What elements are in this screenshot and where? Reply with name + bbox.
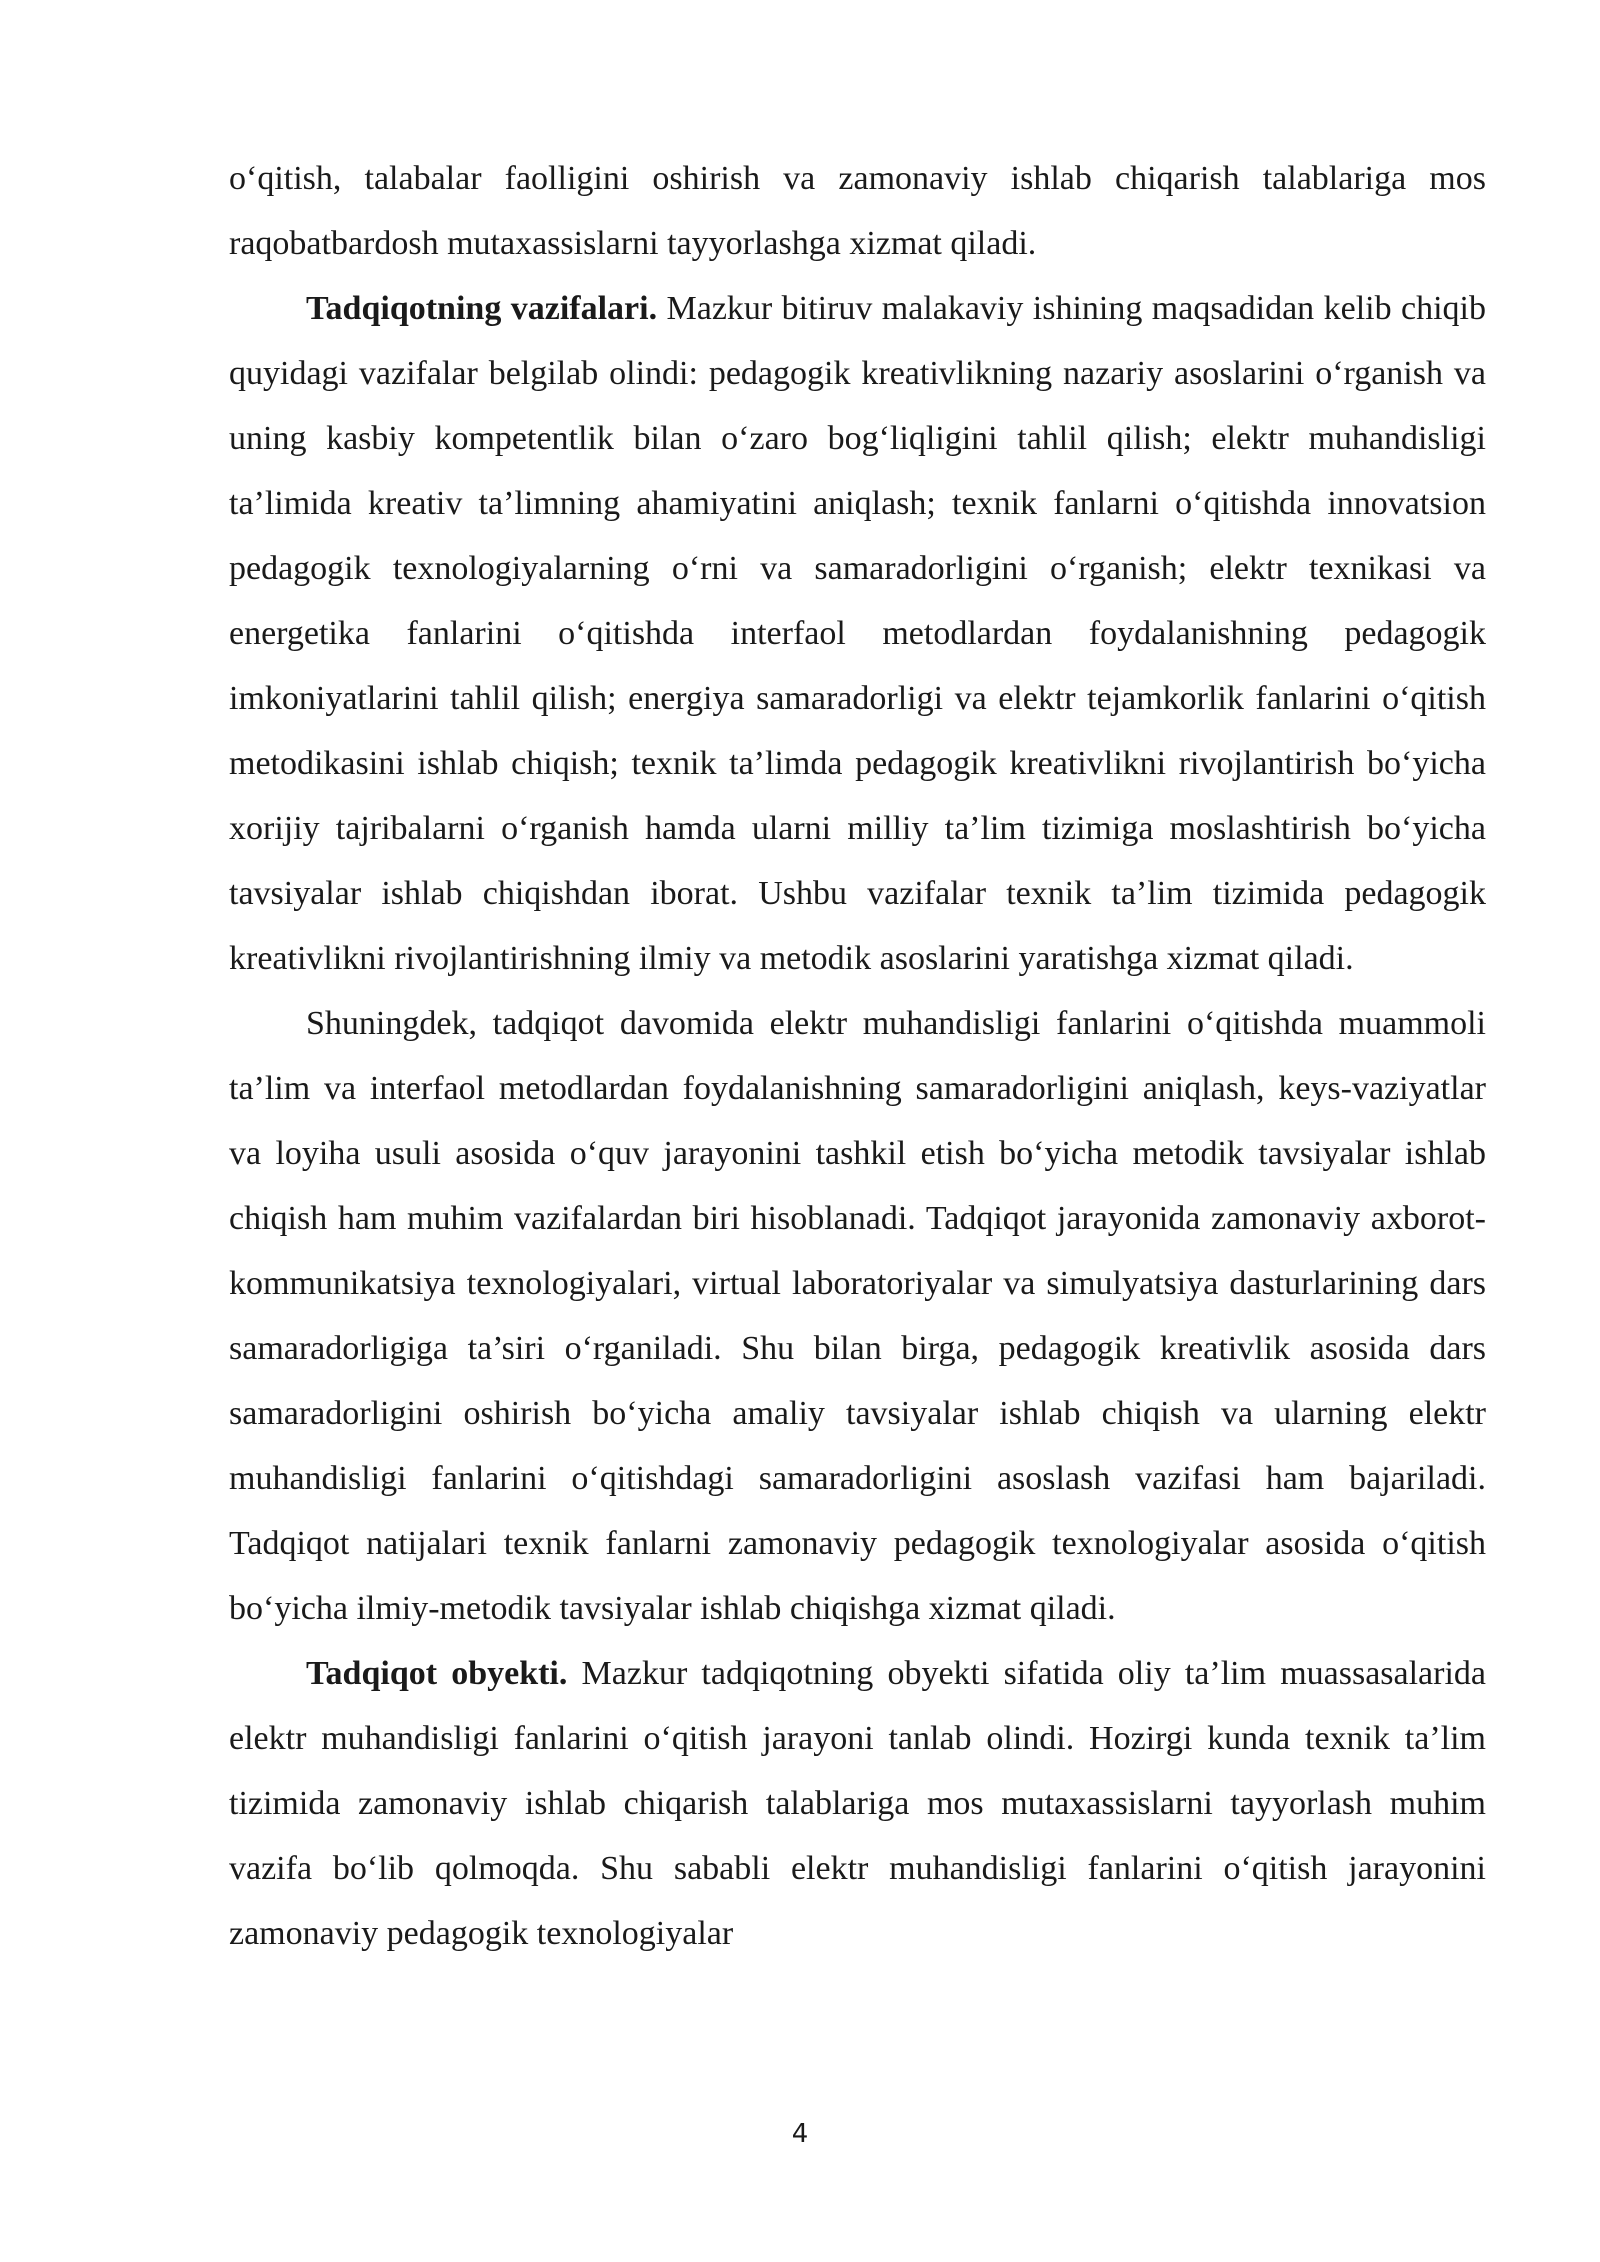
paragraph-text: Mazkur tadqiqotning obyekti sifatida oliy ta’lim muassasalarida elektr muhandisligi fanlarini o‘qitish jarayoni tanlab olindi. Hozirgi kunda texnik ta’lim tizimida zamonaviy ishlab chiqarish talablariga mos mutaxassislarni tayyorlash muhim vazifa bo‘lib qolmoqda. Shu sababli elektr muhandisligi fanlarini o‘qitish jarayonini zamonaviy pedagogik texnologiyalar: [229, 1655, 1486, 1952]
paragraph-continuation: [229, 146, 1486, 276]
paragraph-text: o‘qitish, talabalar faolligini oshirish va zamonaviy ishlab chiqarish talablariga mos raqobatbardosh mutaxassislarni tayyorlashga xizmat qiladi.: [229, 160, 1486, 262]
document-page: [229, 146, 1486, 1966]
paragraph-additional-tasks: [229, 991, 1486, 1641]
paragraph-text: Mazkur bitiruv malakaviy ishining maqsadidan kelib chiqib quyidagi vazifalar belgilab olindi: pedagogik kreativlikning nazariy asoslarini o‘rganish va uning kasbiy kompetentlik bilan o‘zaro bog‘liqligini tahlil qilish; elektr muhandisligi ta’limida kreativ ta’limning ahamiyatini aniqlash; texnik fanlarni o‘qitishda innovatsion pedagogik texnologiyalarning o‘rni va samaradorligini o‘rganish; elektr texnikasi va energetika fanlarini o‘qitishda interfaol metodlardan foydalanishning pedagogik imkoniyatlarini tahlil qilish; energiya samaradorligi va elektr tejamkorlik fanlarini o‘qitish metodikasini ishlab chiqish; texnik ta’limda pedagogik kreativlikni rivojlantirish bo‘yicha xorijiy tajribalarni o‘rganish hamda ularni milliy ta’lim tizimiga moslashtirish bo‘yicha tavsiyalar ishlab chiqishdan iborat. Ushbu vazifalar texnik ta’lim tizimida pedagogik kreativlikni rivojlantirishning ilmiy va metodik asoslarini yaratishga xizmat qiladi.: [229, 290, 1486, 977]
paragraph-heading: Tadqiqot obyekti.: [306, 1655, 568, 1692]
paragraph-heading: Tadqiqotning vazifalari.: [306, 290, 658, 327]
page-number: 4: [791, 2119, 809, 2149]
paragraph-text: Shuningdek, tadqiqot davomida elektr muhandisligi fanlarini o‘qitishda muammoli ta’lim va interfaol metodlardan foydalanishning samaradorligini aniqlash, keys-vaziyatlar va loyiha usuli asosida o‘quv jarayonini tashkil etish bo‘yicha metodik tavsiyalar ishlab chiqish ham muhim vazifalardan biri hisoblanadi. Tadqiqot jarayonida zamonaviy axborot-kommunikatsiya texnologiyalari, virtual laboratoriyalar va simulyatsiya dasturlarining dars samaradorligiga ta’siri o‘rganiladi. Shu bilan birga, pedagogik kreativlik asosida dars samaradorligini oshirish bo‘yicha amaliy tavsiyalar ishlab chiqish va ularning elektr muhandisligi fanlarini o‘qitishdagi samaradorligini asoslash vazifasi ham bajariladi. Tadqiqot natijalari texnik fanlarni zamonaviy pedagogik texnologiyalar asosida o‘qitish bo‘yicha ilmiy-metodik tavsiyalar ishlab chiqishga xizmat qiladi.: [229, 1005, 1486, 1627]
paragraph-research-object: [229, 1641, 1486, 1966]
paragraph-research-tasks: [229, 276, 1486, 991]
